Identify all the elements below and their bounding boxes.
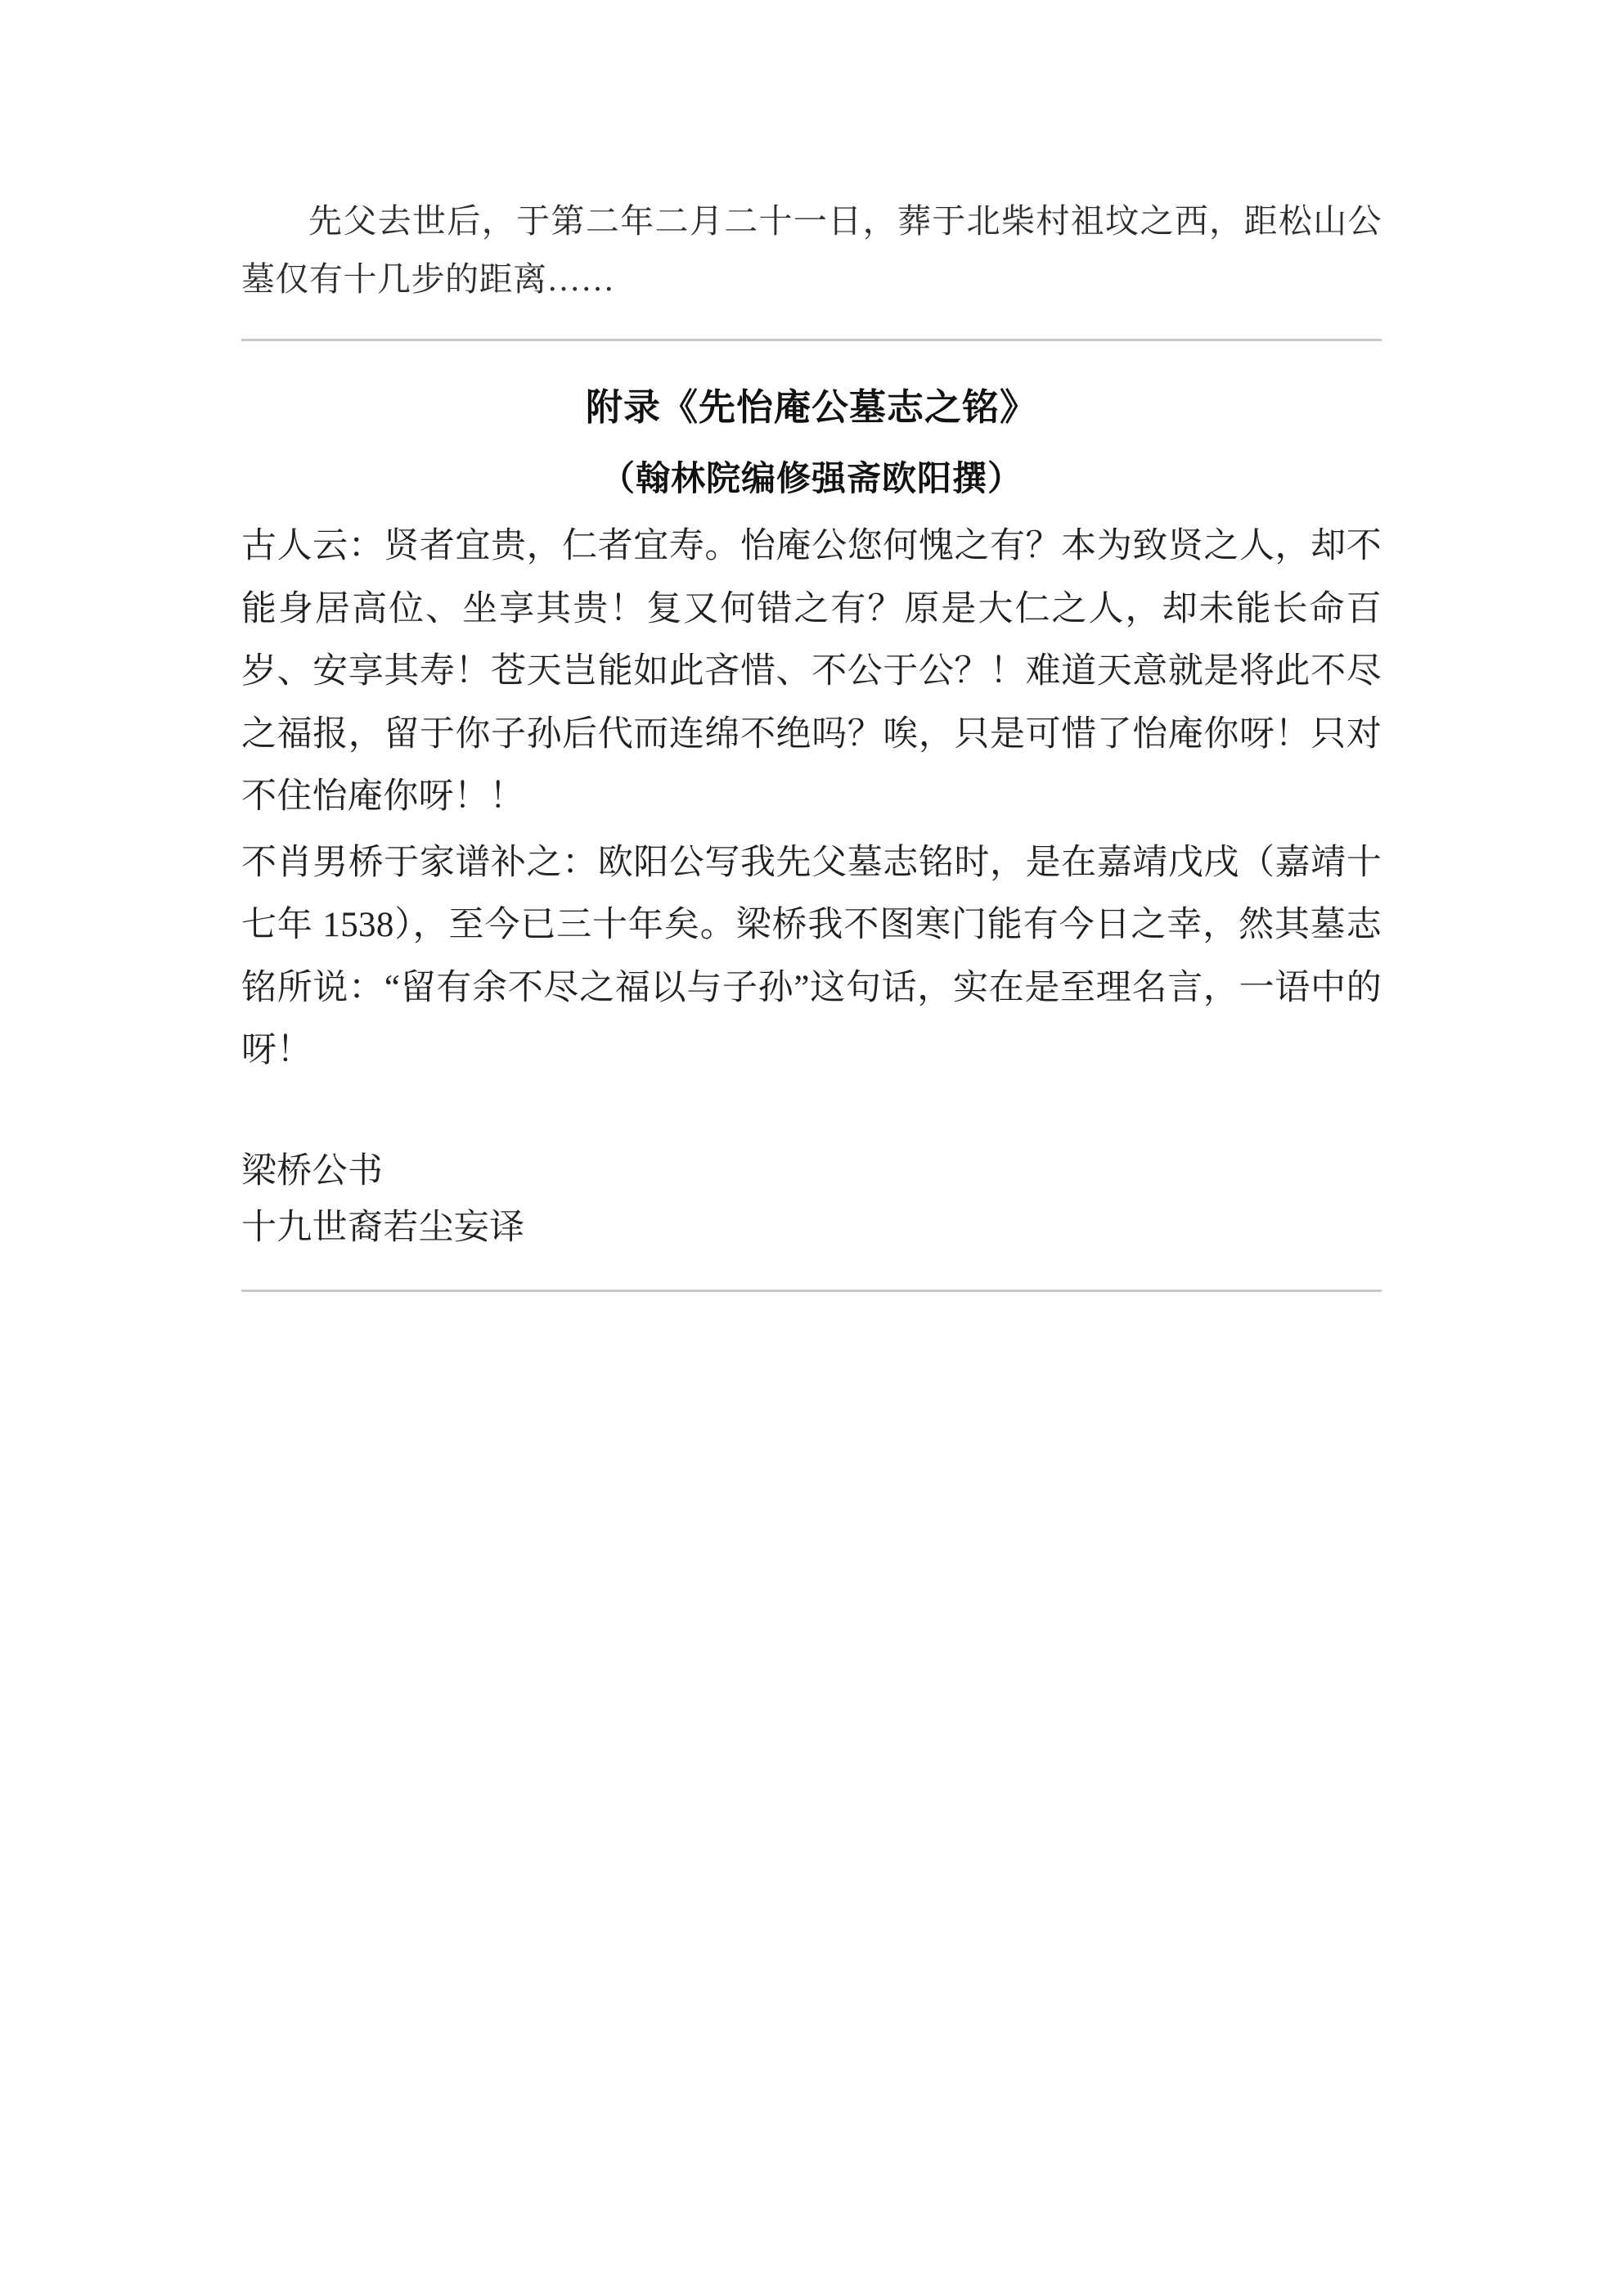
signature-author: 梁桥公书 — [241, 1151, 384, 1191]
appendix-title: 附录《先怡庵公墓志之铭》 — [585, 385, 1037, 430]
appendix-subtitle: （翰林院编修强斋欧阳撰） — [600, 458, 1023, 499]
epitaph-paragraph-1: 古人云：贤者宜贵，仁者宜寿。怡庵公您何愧之有？本为致贤之人，却不能身居高位、坐享其贵！复又何错之有？原是大仁之人，却未能长命百岁、安享其寿！苍天岂能如此吝惜、不公于公？！难道天意就是将此不尽之福报，留于你子孙后代而连绵不绝吗？唉，只是可惜了怡庵你呀！只对不住怡庵你呀！！ — [241, 527, 1382, 817]
section-divider-top — [241, 339, 1382, 341]
signature-block — [241, 1143, 1382, 1257]
document-body — [241, 0, 1382, 1292]
section-divider-bottom — [241, 1290, 1382, 1292]
intro-paragraph: 先父去世后，于第二年二月二十一日，葬于北柴村祖坟之西，距松山公墓仅有十几步的距离…… — [241, 202, 1382, 298]
epitaph-paragraph-2: 不肖男桥于家谱补之：欧阳公写我先父墓志铭时，是在嘉靖戊戌（嘉靖十七年 1538），至今已三十年矣。梁桥我不图寒门能有今日之幸，然其墓志铭所说：“留有余不尽之福以与子孙”这句话，实在是至理名言，一语中的呀！ — [241, 843, 1382, 1070]
signature-translator: 十九世裔若尘妄译 — [241, 1209, 525, 1248]
